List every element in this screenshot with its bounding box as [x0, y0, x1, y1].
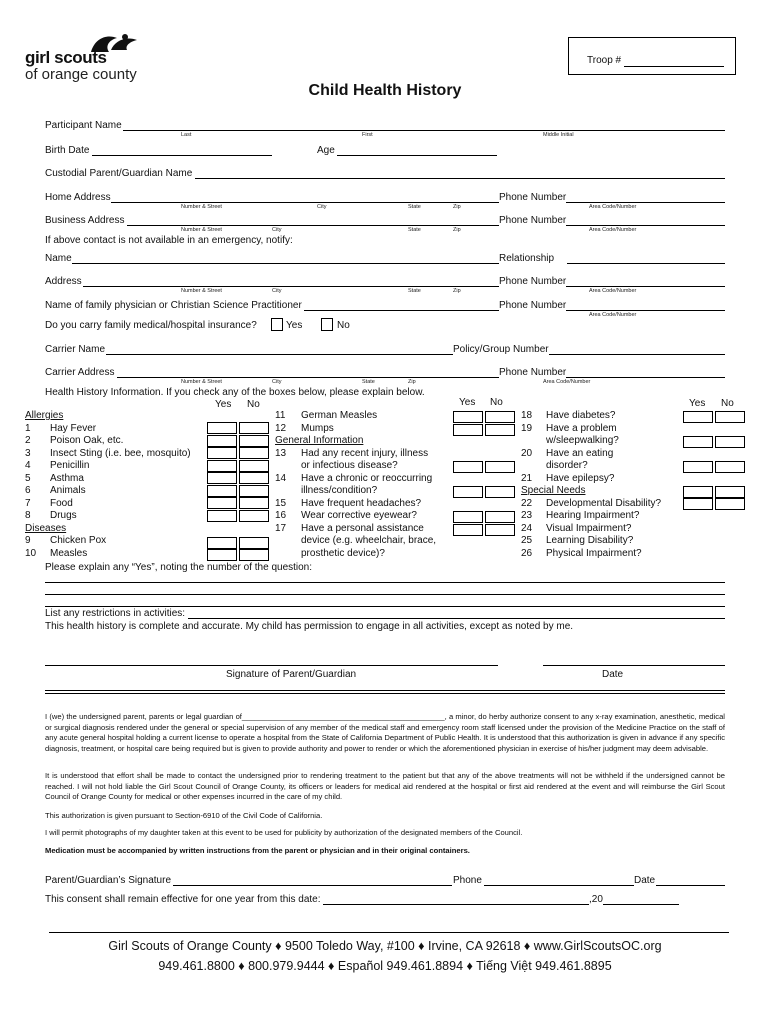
health-question-text: Physical Impairment?: [546, 547, 642, 559]
health-question-text: Have a personal assistance: [301, 522, 424, 534]
health-no-checkbox[interactable]: [715, 461, 745, 473]
health-yes-checkbox[interactable]: [683, 486, 713, 498]
custodial-input[interactable]: [195, 178, 725, 179]
health-question-number: 2: [25, 435, 31, 446]
sub-state: State: [408, 288, 421, 294]
troop-label: Troop #: [587, 55, 622, 66]
health-question-number: 6: [25, 485, 31, 496]
health-section-heading: Special Needs: [521, 485, 586, 496]
health-no-checkbox[interactable]: [239, 485, 269, 497]
carrier-name-input[interactable]: [106, 354, 453, 355]
health-question-text: Mumps: [301, 422, 334, 434]
health-yes-checkbox[interactable]: [453, 524, 483, 536]
home-address-input[interactable]: [111, 202, 499, 203]
sub-last: Last: [181, 132, 192, 138]
home-phone-input[interactable]: [566, 202, 725, 203]
effective-year-input[interactable]: [603, 904, 679, 905]
health-no-checkbox[interactable]: [485, 461, 515, 473]
health-yes-checkbox[interactable]: [207, 510, 237, 522]
explain-label: Please explain any “Yes”, noting the number of the question:: [45, 562, 313, 573]
health-no-checkbox[interactable]: [715, 498, 745, 510]
health-question-number: 19: [521, 422, 533, 434]
health-yes-checkbox[interactable]: [207, 472, 237, 484]
sub-area-code: Area Code/Number: [543, 379, 591, 385]
consent-signature-label: Parent/Guardian’s Signature: [45, 875, 172, 886]
business-phone-input[interactable]: [566, 225, 725, 226]
sub-city: City: [317, 204, 327, 210]
effective-year-label: ,20: [589, 894, 603, 905]
health-question-text: Insect Sting (i.e. bee, mosquito): [50, 447, 191, 459]
consent-paragraph-1: I (we) the undersigned parent, parents or legal guardian of________________________________________________, a minor, do herby authorize consent to any x-ray examination, anesthetic, medical or surgical diagnosis rendered under the general or special supervision of any member of the medical staff and emergency room staff licensed under the provision of the Medicine Practice on the staff of any acute general hospital holding a current license to operate a hospital from the State of California Department of Public Health. It is understood that this authorization is given in advance if any specific diagnosis, treatment, or hospital care being required but is given to provide authority and power to render or which the aforementioned physician in exercise of his/her judgment may deem advisable.: [45, 712, 725, 753]
sub-zip: Zip: [453, 227, 461, 233]
logo-line2: of orange county: [25, 66, 137, 83]
health-question-number: 10: [25, 547, 37, 559]
participant-name-input[interactable]: [123, 130, 725, 131]
health-question-text: Learning Disability?: [546, 535, 634, 546]
restrictions-label: List any restrictions in activities:: [45, 608, 186, 619]
health-question-text: Poison Oak, etc.: [50, 435, 124, 446]
troop-box: [568, 37, 736, 75]
health-no-checkbox[interactable]: [715, 436, 745, 448]
health-no-checkbox[interactable]: [239, 497, 269, 509]
troop-input[interactable]: [624, 66, 724, 67]
logo-line1: girl scouts: [25, 48, 107, 67]
health-question-text: Developmental Disability?: [546, 497, 662, 509]
health-question-text: Wear corrective eyewear?: [301, 510, 417, 521]
health-yes-checkbox[interactable]: [453, 424, 483, 436]
health-question-text: Have an eating: [546, 447, 614, 459]
health-question-text: German Measles: [301, 410, 378, 421]
col1-yes-header: Yes: [215, 399, 232, 410]
health-no-checkbox[interactable]: [239, 549, 269, 561]
birth-date-input[interactable]: [92, 155, 272, 156]
consent-paragraph-5: Medication must be accompanied by written instructions from the parent or physician and in their original containers.: [45, 846, 470, 855]
effective-label: This consent shall remain effective for one year from this date:: [45, 894, 321, 905]
health-no-checkbox[interactable]: [485, 511, 515, 523]
health-question-text: Hay Fever: [50, 422, 97, 434]
health-yes-checkbox[interactable]: [453, 511, 483, 523]
health-question-text: Had any recent injury, illness: [301, 447, 429, 459]
emergency-address-input[interactable]: [83, 286, 499, 287]
sub-number-street: Number & Street: [181, 204, 222, 210]
footer-address: Girl Scouts of Orange County ♦ 9500 Toledo Way, #100 ♦ Irvine, CA 92618 ♦ www.GirlScoutsOC.org: [108, 939, 662, 953]
insurance-yes-checkbox[interactable]: [271, 318, 283, 331]
health-yes-checkbox[interactable]: [683, 498, 713, 510]
emergency-name-input[interactable]: [72, 263, 499, 264]
relationship-label: Relationship: [499, 253, 555, 264]
health-yes-checkbox[interactable]: [207, 422, 237, 434]
home-phone-label: Phone Number: [499, 192, 567, 203]
physician-phone-label: Phone Number: [499, 300, 567, 311]
health-question-text: disorder?: [546, 460, 588, 471]
consent-signature-input[interactable]: [173, 885, 452, 886]
health-yes-checkbox[interactable]: [683, 461, 713, 473]
signature-date-input[interactable]: [543, 665, 725, 666]
health-yes-checkbox[interactable]: [207, 497, 237, 509]
health-question-text: Asthma: [50, 472, 84, 484]
page-title: Child Health History: [308, 82, 462, 99]
physician-input[interactable]: [304, 310, 499, 311]
health-no-checkbox[interactable]: [239, 510, 269, 522]
col3-yes-header: Yes: [689, 398, 706, 409]
health-question-number: 15: [275, 497, 287, 509]
sub-area-code: Area Code/Number: [589, 204, 637, 210]
business-phone-label: Phone Number: [499, 215, 567, 226]
sub-area-code: Area Code/Number: [589, 312, 637, 318]
emergency-phone-input[interactable]: [566, 286, 725, 287]
health-question-number: 25: [521, 535, 533, 546]
col3-no-header: No: [721, 398, 734, 409]
sub-state: State: [408, 227, 421, 233]
health-yes-checkbox[interactable]: [207, 460, 237, 472]
col2-yes-header: Yes: [459, 397, 476, 408]
health-question-number: 24: [521, 522, 533, 534]
health-no-checkbox[interactable]: [239, 435, 269, 447]
consent-paragraph-4: I will permit photographs of my daughter taken at this event to be used for publicity by authorization of the designated members of the Council.: [45, 828, 523, 837]
sub-state: State: [408, 204, 421, 210]
physician-label: Name of family physician or Christian Science Practitioner: [45, 300, 302, 311]
health-question-number: 20: [521, 447, 533, 459]
sub-area-code: Area Code/Number: [589, 288, 637, 294]
sub-zip: Zip: [408, 379, 416, 385]
health-no-checkbox[interactable]: [239, 472, 269, 484]
custodial-label: Custodial Parent/Guardian Name: [45, 168, 193, 179]
sub-state: State: [362, 379, 375, 385]
sub-middle: Middle Initial: [543, 132, 574, 138]
consent-date-input[interactable]: [656, 885, 725, 886]
explain-line-2[interactable]: [45, 594, 725, 595]
policy-group-label: Policy/Group Number: [453, 344, 549, 355]
health-question-number: 5: [25, 472, 31, 484]
carrier-phone-label: Phone Number: [499, 367, 567, 378]
health-yes-checkbox[interactable]: [453, 411, 483, 423]
health-yes-checkbox[interactable]: [453, 461, 483, 473]
health-question-number: 14: [275, 472, 287, 484]
sub-city: City: [272, 227, 282, 233]
health-question-text: Visual Impairment?: [546, 522, 632, 534]
sub-city: City: [272, 288, 282, 294]
relationship-input[interactable]: [567, 263, 725, 264]
health-question-number: 11: [275, 410, 286, 421]
health-question-number: 4: [25, 460, 31, 471]
effective-date-input[interactable]: [323, 904, 589, 905]
sub-city: City: [272, 379, 282, 385]
business-address-input[interactable]: [127, 225, 499, 226]
health-question-number: 18: [521, 410, 533, 421]
health-question-text: Have a problem: [546, 422, 617, 434]
health-no-checkbox[interactable]: [239, 460, 269, 472]
health-question-text: Have diabetes?: [546, 410, 616, 421]
health-question-text: Have frequent headaches?: [301, 497, 422, 509]
health-question-text: Measles: [50, 547, 88, 559]
health-yes-checkbox[interactable]: [207, 537, 237, 549]
health-question-number: 22: [521, 497, 533, 509]
health-question-text: Have a chronic or reoccurring: [301, 472, 433, 484]
health-question-text: Have epilepsy?: [546, 472, 615, 484]
health-question-text: or infectious disease?: [301, 460, 398, 471]
health-no-checkbox[interactable]: [485, 486, 515, 498]
health-no-checkbox[interactable]: [485, 411, 515, 423]
health-question-number: 23: [521, 510, 533, 521]
health-question-text: Food: [50, 497, 73, 509]
footer-divider: [49, 932, 729, 933]
health-no-checkbox[interactable]: [715, 486, 745, 498]
health-question-number: 9: [25, 535, 31, 546]
health-question-text: device (e.g. wheelchair, brace,: [301, 535, 437, 546]
carrier-name-label: Carrier Name: [45, 344, 106, 355]
health-no-checkbox[interactable]: [485, 424, 515, 436]
insurance-yes-label: Yes: [286, 320, 303, 331]
health-question-text: Hearing Impairment?: [546, 510, 640, 521]
parent-signature-input[interactable]: [45, 665, 498, 666]
health-question-number: 13: [275, 447, 287, 459]
sub-first: First: [362, 132, 373, 138]
sub-area-code: Area Code/Number: [589, 227, 637, 233]
signature-label: Signature of Parent/Guardian: [226, 669, 357, 680]
health-question-number: 17: [275, 522, 287, 534]
health-section-heading: Allergies: [25, 410, 64, 421]
health-question-number: 8: [25, 510, 31, 521]
health-yes-checkbox[interactable]: [453, 486, 483, 498]
health-question-text: prosthetic device)?: [301, 547, 385, 559]
health-question-number: 12: [275, 422, 287, 434]
signature-date-label: Date: [602, 669, 624, 680]
sub-number-street: Number & Street: [181, 288, 222, 294]
health-question-number: 1: [25, 422, 31, 434]
birth-date-label: Birth Date: [45, 145, 90, 156]
health-yes-checkbox[interactable]: [207, 549, 237, 561]
health-question-text: Animals: [50, 485, 86, 496]
col1-no-header: No: [247, 399, 260, 410]
home-address-label: Home Address: [45, 192, 111, 203]
health-no-checkbox[interactable]: [485, 524, 515, 536]
health-no-checkbox[interactable]: [239, 422, 269, 434]
emergency-note: If above contact is not available in an emergency, notify:: [45, 235, 293, 246]
carrier-phone-input[interactable]: [566, 377, 725, 378]
health-question-text: illness/condition?: [301, 485, 378, 496]
participant-name-label: Participant Name: [45, 120, 122, 131]
health-yes-checkbox[interactable]: [683, 436, 713, 448]
policy-group-input[interactable]: [549, 354, 725, 355]
health-yes-checkbox[interactable]: [683, 411, 713, 423]
emergency-phone-label: Phone Number: [499, 276, 567, 287]
health-yes-checkbox[interactable]: [207, 485, 237, 497]
section-divider: [45, 690, 725, 694]
business-address-label: Business Address: [45, 215, 125, 226]
health-section-heading: Diseases: [25, 522, 67, 534]
col2-no-header: No: [490, 397, 503, 408]
health-no-checkbox[interactable]: [239, 447, 269, 459]
explain-line-1[interactable]: [45, 582, 725, 583]
health-question-number: 21: [521, 472, 533, 484]
sub-number-street: Number & Street: [181, 379, 222, 385]
insurance-question: Do you carry family medical/hospital insurance?: [45, 320, 257, 331]
insurance-no-label: No: [337, 320, 350, 331]
health-question-number: 16: [275, 510, 287, 521]
age-input[interactable]: [337, 155, 497, 156]
physician-phone-input[interactable]: [566, 310, 725, 311]
explain-line-3[interactable]: [45, 606, 725, 607]
consent-paragraph-2: It is understood that effort shall be made to contact the undersigned prior to rendering treatment to the patient but that any of the above treatments will not be withheld if the undersigned cannot be reached. I will not hold liable the Girl Scout Council of Orange County, its officers or leaders for medical aid rendered at the hospital or first aid rendered at the event and will reimburse the Girl Scout Council of Orange County for medical or other expenses incurred in the care of my child.: [45, 771, 725, 802]
complete-statement: This health history is complete and accurate. My child has permission to engage in all activities, except as noted by me.: [45, 621, 574, 632]
restrictions-input[interactable]: [188, 618, 725, 619]
health-yes-checkbox[interactable]: [207, 435, 237, 447]
health-no-checkbox[interactable]: [715, 411, 745, 423]
health-question-text: w/sleepwalking?: [546, 435, 619, 446]
health-question-number: 26: [521, 547, 533, 559]
sub-zip: Zip: [453, 288, 461, 294]
health-intro: Health History Information. If you check any of the boxes below, please explain below.: [45, 387, 425, 398]
emergency-name-label: Name: [45, 253, 72, 264]
consent-phone-label: Phone: [453, 875, 482, 886]
footer-phones: 949.461.8800 ♦ 800.979.9444 ♦ Español 949.461.8894 ♦ Tiếng Việt 949.461.8895: [158, 959, 612, 973]
health-question-number: 3: [25, 447, 31, 459]
health-yes-checkbox[interactable]: [207, 447, 237, 459]
health-question-text: Chicken Pox: [50, 535, 107, 546]
sub-number-street: Number & Street: [181, 227, 222, 233]
health-section-heading: General Information: [275, 435, 364, 446]
health-question-text: Penicillin: [50, 460, 90, 471]
insurance-no-checkbox[interactable]: [321, 318, 333, 331]
sub-zip: Zip: [453, 204, 461, 210]
consent-phone-input[interactable]: [484, 885, 634, 886]
health-question-text: Drugs: [50, 510, 77, 521]
emergency-address-label: Address: [45, 276, 82, 287]
consent-paragraph-3: This authorization is given pursuant to Section-6910 of the Civil Code of California.: [45, 811, 323, 820]
consent-date-label: Date: [634, 875, 656, 886]
age-label: Age: [317, 145, 335, 156]
carrier-address-input[interactable]: [117, 377, 499, 378]
health-question-number: 7: [25, 497, 31, 509]
carrier-address-label: Carrier Address: [45, 367, 115, 378]
health-no-checkbox[interactable]: [239, 537, 269, 549]
